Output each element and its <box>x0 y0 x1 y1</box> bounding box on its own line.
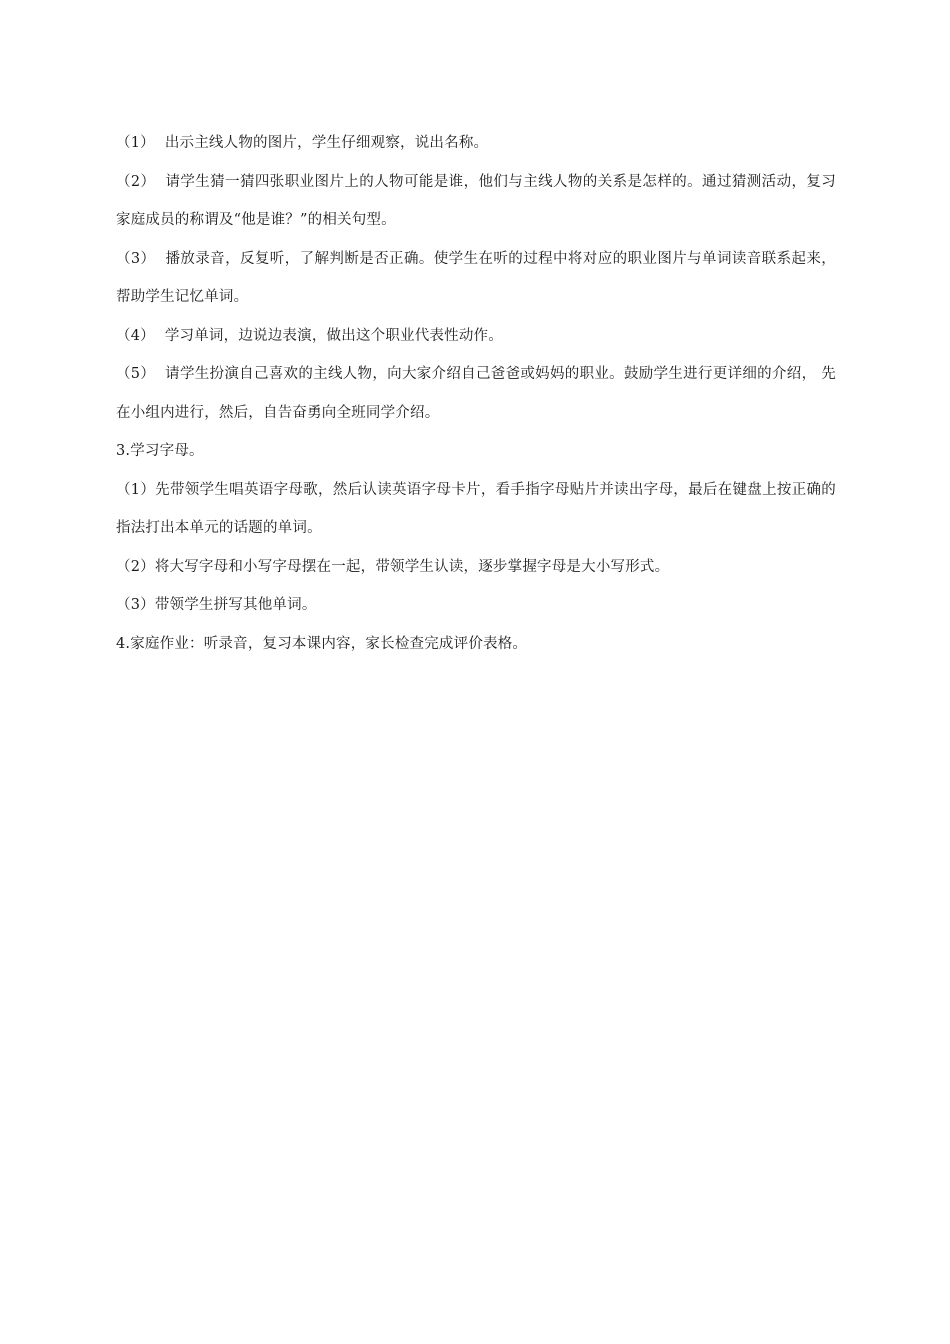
paragraph-text: 出示主线人物的图片，学生仔细观察，说出名称。 <box>164 135 489 151</box>
paragraph-step-2-1 <box>116 124 836 163</box>
paragraph-text: 请学生扮演自己喜欢的主线人物，向大家介绍自己爸爸或妈妈的职业。鼓励学生进行更详细的介绍， 先在小组内进行，然后，自告奋勇向全班同学介绍。 <box>116 366 837 421</box>
item-number: （3） <box>116 250 156 267</box>
paragraph-step-2-3 <box>116 240 836 317</box>
section-heading-letters <box>116 432 836 471</box>
paragraph-step-3-3 <box>116 586 836 625</box>
paragraph-step-2-5 <box>116 355 836 432</box>
paragraph-text: 带领学生拼写其他单词。 <box>154 597 317 613</box>
item-number: （4） <box>116 327 155 344</box>
paragraph-text: 学习单词，边说边表演，做出这个职业代表性动作。 <box>164 327 503 344</box>
heading-text: 4.家庭作业：听录音，复习本课内容，家长检查完成评价表格。 <box>116 635 528 652</box>
paragraph-step-3-2 <box>116 548 836 587</box>
section-heading-homework <box>116 625 836 664</box>
paragraph-text: 播放录音，反复听，了解判断是否正确。使学生在听的过程中将对应的职业图片与单词读音联系起来，帮助学生记忆单词。 <box>116 250 837 305</box>
item-number: （1） <box>116 481 156 498</box>
item-number: （2） <box>116 173 156 190</box>
paragraph-text: 将大写字母和小写字母摆在一起，带领学生认读，逐步掌握字母是大小写形式。 <box>154 558 670 575</box>
paragraph-step-2-2 <box>116 163 836 240</box>
item-number: （2） <box>116 558 155 575</box>
item-number: （3） <box>116 597 155 613</box>
paragraph-text: 先带领学生唱英语字母歌，然后认读英语字母卡片，看手指字母贴片并读出字母，最后在键盘上按正确的指法打出本单元的话题的单词。 <box>116 481 836 536</box>
paragraph-step-2-4 <box>116 317 836 356</box>
item-number: （5） <box>116 366 156 382</box>
paragraph-text: 请学生猜一猜四张职业图片上的人物可能是谁，他们与主线人物的关系是怎样的。通过猜测活动，复习家庭成员的称谓及“他是谁？”的相关句型。 <box>116 173 837 228</box>
document-body <box>116 124 836 663</box>
paragraph-step-3-1 <box>116 471 836 548</box>
heading-text: 3.学习字母。 <box>116 443 204 459</box>
item-number: （1） <box>116 135 155 151</box>
